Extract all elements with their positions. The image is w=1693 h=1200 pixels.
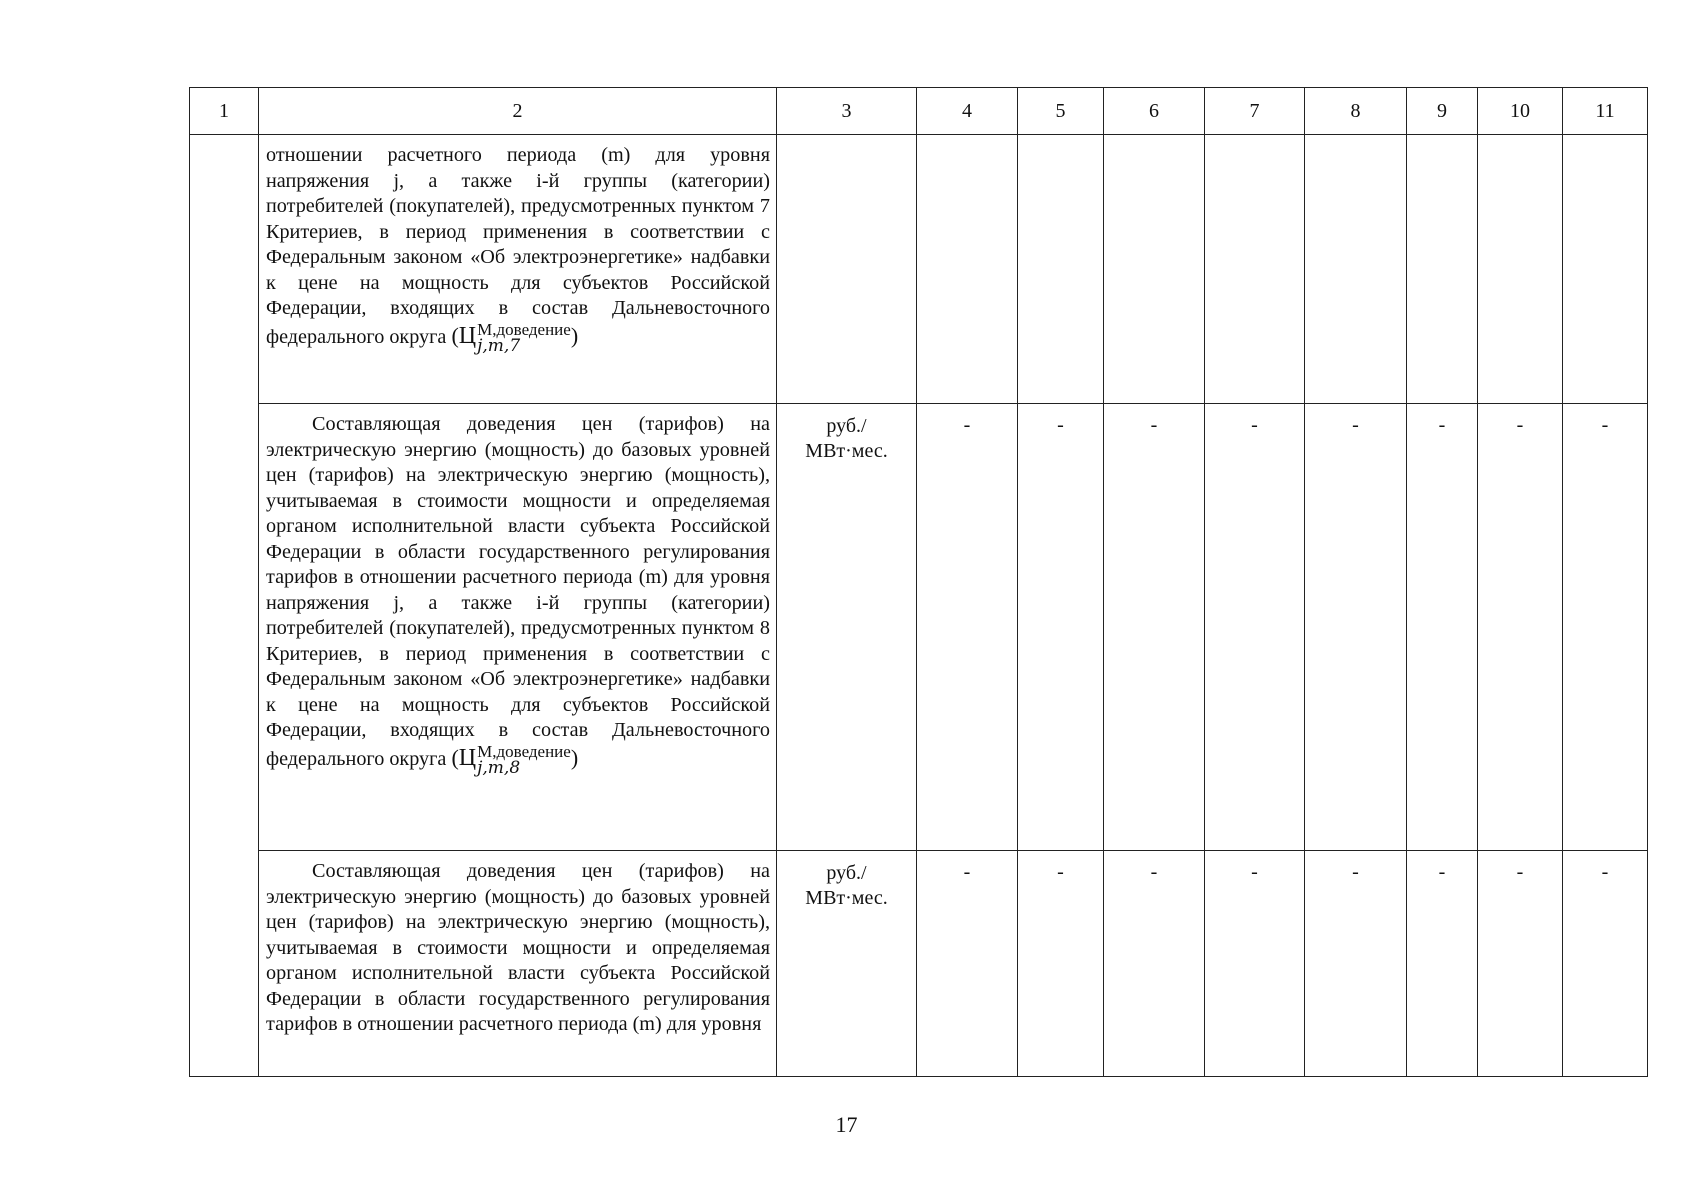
value-cell: - — [1104, 851, 1205, 1077]
value-cell: - — [1104, 404, 1205, 851]
description-cell — [259, 851, 777, 1077]
table-row — [190, 851, 1648, 1077]
header-row — [190, 88, 1648, 135]
col-header-2: 2 — [259, 88, 777, 135]
value-cell: - — [917, 404, 1018, 851]
value-cell — [1305, 135, 1407, 404]
value-cell — [1018, 135, 1104, 404]
col-header-7: 7 — [1205, 88, 1305, 135]
col-header-3: 3 — [777, 88, 917, 135]
description-text: Составляющая доведения цен (тарифов) на электрическую энергию (мощность) до базовых уровней цен (тарифов) на электрическую энергию (мощность), учитываемая в стоимости мощности и определяемая органом исполнительной власти субъекта Российской Федерации в области государственного регулирования тарифов в отношении расчетного периода (m) для уровня напряжения j, а также i-й группы (категории) потребителей (покупателей), предусмотренных пунктом 8 Критериев, в период применения в соответствии с Федеральным законом «Об электроэнергетике» надбавки к цене на мощность для субъектов Российской Федерации, входящих в состав Дальневосточного федерального округа — [266, 413, 770, 770]
formula-subscript: j,m,8 — [477, 757, 521, 778]
formula-subscript: j,m,7 — [477, 335, 521, 356]
value-cell — [917, 135, 1018, 404]
value-cell: - — [917, 851, 1018, 1077]
col-header-1: 1 — [190, 88, 259, 135]
formula: (Ц М,доведение j,m,8 ) — [451, 741, 579, 778]
table-row — [190, 135, 1648, 404]
formula-superscript: М,доведение — [477, 319, 571, 339]
value-cell: - — [1205, 851, 1305, 1077]
value-cell — [1205, 135, 1305, 404]
value-cell: - — [1407, 404, 1478, 851]
value-cell — [1563, 135, 1648, 404]
col-header-11: 11 — [1563, 88, 1648, 135]
description-cell — [259, 404, 777, 851]
row-number-cell — [190, 135, 259, 1077]
formula-base: Ц — [458, 322, 477, 349]
description-cell — [259, 135, 777, 404]
formula-superscript: М,доведение — [477, 741, 571, 761]
value-cell: - — [1478, 404, 1563, 851]
col-header-8: 8 — [1305, 88, 1407, 135]
value-cell: - — [1305, 851, 1407, 1077]
formula: (Ц М,доведение j,m,7 ) — [451, 319, 579, 356]
table-row — [190, 404, 1648, 851]
col-header-6: 6 — [1104, 88, 1205, 135]
col-header-5: 5 — [1018, 88, 1104, 135]
col-header-10: 10 — [1478, 88, 1563, 135]
unit-cell: руб./ МВт·мес. — [777, 404, 917, 851]
page-number: 17 — [835, 1112, 858, 1137]
unit-cell — [777, 135, 917, 404]
unit-cell: руб./ МВт·мес. — [777, 851, 917, 1077]
value-cell — [1407, 135, 1478, 404]
value-cell: - — [1018, 851, 1104, 1077]
value-cell — [1104, 135, 1205, 404]
col-header-9: 9 — [1407, 88, 1478, 135]
description-text: Составляющая доведения цен (тарифов) на электрическую энергию (мощность) до базовых уровней цен (тарифов) на электрическую энергию (мощность), учитываемая в стоимости мощности и определяемая органом исполнительной власти субъекта Российской Федерации в области государственного регулирования тарифов в отношении расчетного периода (m) для уровня — [266, 860, 770, 1035]
value-cell: - — [1305, 404, 1407, 851]
value-cell: - — [1478, 851, 1563, 1077]
formula-base: Ц — [458, 744, 477, 771]
value-cell: - — [1407, 851, 1478, 1077]
tariff-table — [189, 87, 1648, 1077]
value-cell — [1478, 135, 1563, 404]
value-cell: - — [1205, 404, 1305, 851]
value-cell: - — [1563, 851, 1648, 1077]
description-text: отношении расчетного периода (m) для уровня напряжения j, а также i-й группы (категории) потребителей (покупателей), предусмотренных пунктом 7 Критериев, в период применения в соответствии с Федеральным законом «Об электроэнергетике» надбавки к цене на мощность для субъектов Российской Федерации, входящих в состав Дальневосточного федерального округа — [266, 144, 770, 348]
col-header-4: 4 — [917, 88, 1018, 135]
value-cell: - — [1563, 404, 1648, 851]
value-cell: - — [1018, 404, 1104, 851]
